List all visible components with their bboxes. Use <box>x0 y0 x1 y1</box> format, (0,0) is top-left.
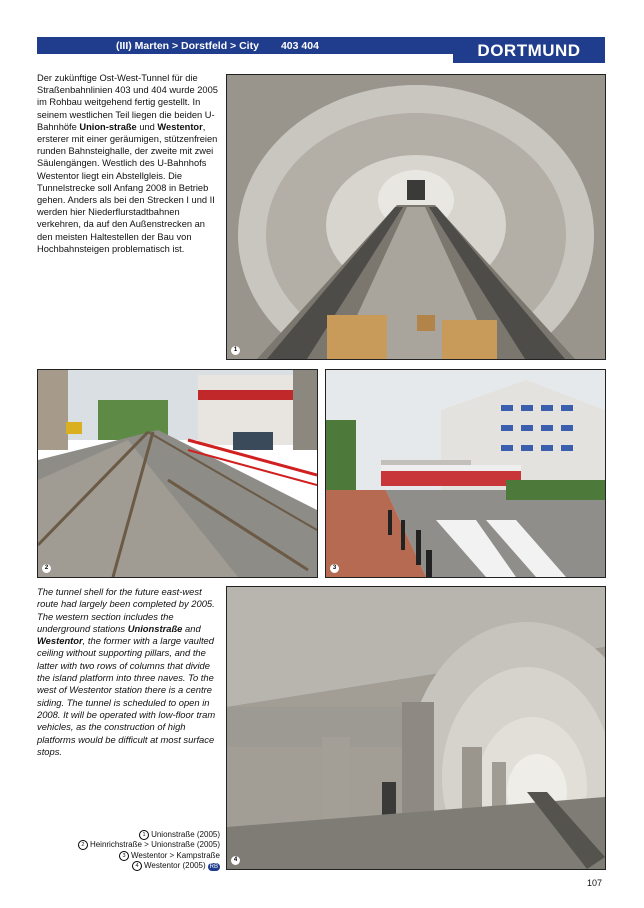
line-numbers: 403 404 <box>280 40 319 52</box>
caption-number: 4 <box>132 861 142 871</box>
route-heading <box>116 39 319 53</box>
german-text <box>37 72 220 255</box>
caption-number: 3 <box>119 851 129 861</box>
english-station-1: Unionstraße <box>127 622 183 634</box>
caption-number: 1 <box>139 830 149 840</box>
german-station-2: Westentor <box>157 121 203 132</box>
caption-text: Heinrichstraße > Unionstraße (2005) <box>89 840 220 850</box>
caption-2 <box>0 840 220 850</box>
german-text-part: Der zukünftige Ost-West-Tunnel für die Straßenbahnlinien 403 und 404 wurde 2005 im Rohbau weitgehend fertig gestellt. In seinem westlichen Teil liegen die beiden U-Bahnhöfe <box>37 73 218 132</box>
english-text <box>37 586 222 758</box>
english-text-part: The tunnel shell for the future east-west route had largely been completed by 2005. The western section includes the underground stations <box>37 586 215 634</box>
english-text-part: and <box>182 622 201 634</box>
route-path: (III) Marten > Dorstfeld > City <box>116 40 259 52</box>
caption-number: 2 <box>78 840 88 850</box>
photo-number-2: 2 <box>42 564 51 573</box>
photo-captions <box>0 830 220 871</box>
photo-number-1: 1 <box>231 346 240 355</box>
photo-number-4: 4 <box>231 856 240 865</box>
rail-badge-icon: RB <box>209 864 218 871</box>
english-station-2: Westentor <box>37 635 83 647</box>
city-title: DORTMUND <box>453 37 605 63</box>
photo-heinrichstrasse-track <box>37 369 318 578</box>
caption-3 <box>0 851 220 861</box>
photo-unionstrasse-tunnel <box>226 74 606 360</box>
photo-number-3: 3 <box>330 564 339 573</box>
caption-4 <box>0 861 220 871</box>
english-text-part: , the former with a large vaulted ceiling without supporting pillars, and the latter with two rows of columns that divide the island platform into three naves. To the west of Westentor station there is a centre siding. The tunnel is scheduled to open in 2008. It will be operated with low-floor tram vehicles, as the construction of high platforms would be difficult at most surface stops. <box>37 635 216 757</box>
photo-westentor-kampstrasse <box>325 369 606 578</box>
german-text-part: , ersterer mit einer geräumigen, stützenfreien runden Bahnsteighalle, der zweite mit zwei Säulengängen. Westlich des U-Bahnhofs Westentor liegt ein Abstellgleis. Die Tunnelstrecke soll Anfang 2008 in Betrieb gehen. Anders als bei den Strecken I und II werden hier Niederflurstadtbahnen verkehren, da auf den Außenstrecken an den meisten Haltestellen der Bau von Hochbahnsteigen problematisch ist. <box>37 121 218 254</box>
photo-westentor-station <box>226 586 606 870</box>
caption-text: Unionstraße (2005) <box>151 830 220 840</box>
german-station-1: Union-straße <box>79 121 137 132</box>
page-number: 107 <box>587 878 603 888</box>
caption-1 <box>0 830 220 840</box>
caption-text: Westentor (2005) <box>143 861 206 871</box>
caption-text: Westentor > Kampstraße <box>131 850 220 860</box>
german-text-part: und <box>136 121 158 132</box>
